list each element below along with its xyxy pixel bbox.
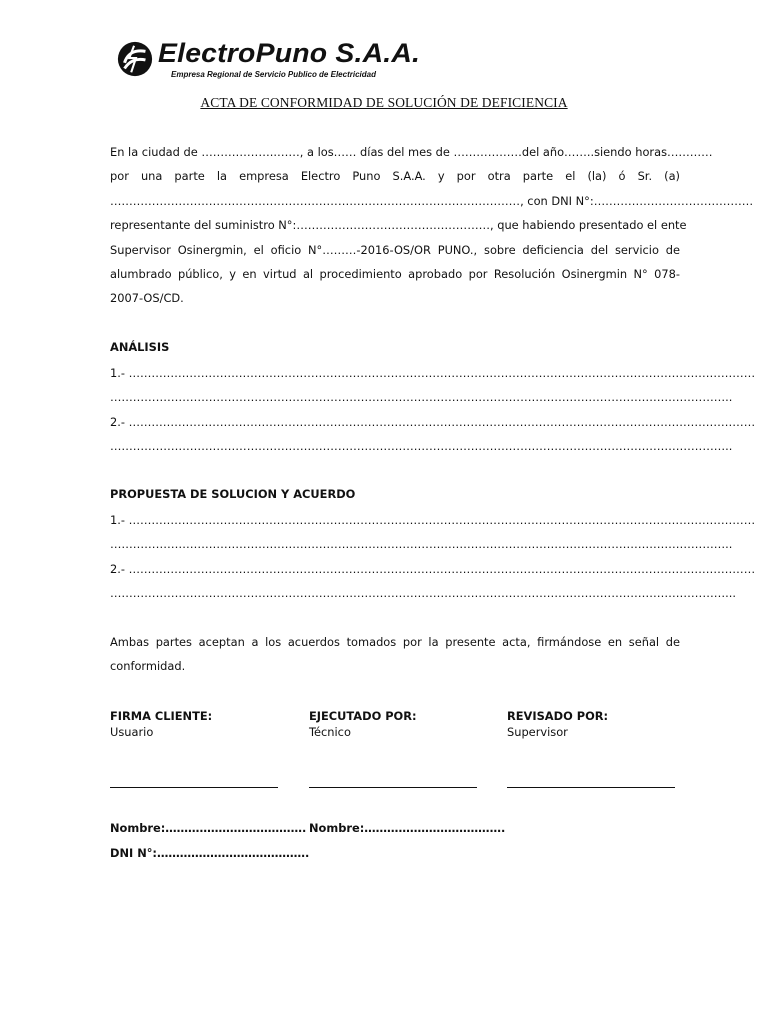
- proposal-line: ………………………………………………………………………………………………………………………………………………..: [110, 537, 733, 552]
- signature-line-ejecutado: [309, 787, 477, 788]
- intro-line: Supervisor Osinergmin, el oficio N°………-2016-OS/OR PUNO., sobre deficiencia del servicio de: [110, 242, 680, 257]
- company-logo: [116, 38, 421, 84]
- nombre-tecnico-field: Nombre:……………………………….: [309, 821, 506, 835]
- analysis-title: ANÁLISIS: [110, 340, 170, 354]
- nombre-cliente-field: Nombre:……………………………….: [110, 821, 307, 835]
- proposal-line: 2.- …………………………………………………………………………………………………………………………………………………: [110, 561, 756, 576]
- signature-line-revisado: [507, 787, 675, 788]
- signature-line-cliente: [110, 787, 278, 788]
- analysis-line: ………………………………………………………………………………………………………………………………………………..: [110, 439, 733, 454]
- intro-line: En la ciudad de ………………..……, a los…… días del mes de ………………del año……..siendo horas…………: [110, 145, 713, 159]
- closing-paragraph: [110, 630, 680, 679]
- closing-line: Ambas partes aceptan a los acuerdos tomados por la presente acta, firmándose en señal de: [110, 635, 680, 649]
- analysis-line: 2.- …………………………………………………………………………………………………………………………………………………: [110, 414, 756, 429]
- electropuno-logo-icon: [116, 40, 154, 78]
- proposal-line: ………………………………………………………………………………………………………………………………………………...: [110, 586, 736, 601]
- signature-block-ejecutado: [309, 708, 417, 740]
- intro-line: 2007-OS/CD.: [110, 291, 184, 306]
- intro-line: ………………………………………………………………………………………………, con DNI N°:……………………………………: [110, 193, 754, 208]
- signature-block-revisado: [507, 708, 608, 740]
- logo-company-subtitle: Empresa Regional de Servicio Publico de Electricidad: [171, 70, 376, 79]
- closing-line: conformidad.: [110, 659, 186, 674]
- intro-line: representante del suministro N°:……………………………………………, que habiendo presentado el ente: [110, 218, 687, 233]
- signature-role: Técnico: [309, 725, 351, 739]
- analysis-lines: [110, 361, 756, 459]
- analysis-line: ………………………………………………………………………………………………………………………………………………..: [110, 390, 733, 405]
- signature-heading: EJECUTADO POR:: [309, 709, 417, 723]
- signature-role: Usuario: [110, 725, 154, 739]
- proposal-lines: [110, 508, 756, 606]
- intro-paragraph: [110, 140, 754, 311]
- signature-heading: REVISADO POR:: [507, 709, 609, 723]
- intro-line: alumbrado público, y en virtud al procedimiento aprobado por Resolución Osinergmin N° 078-: [110, 267, 680, 282]
- document-title: ACTA DE CONFORMIDAD DE SOLUCIÓN DE DEFICIENCIA: [200, 95, 568, 110]
- logo-company-name: ElectroPuno S.A.A.: [158, 38, 421, 68]
- dni-cliente-field: DNI N°:………………………………….: [110, 846, 310, 860]
- signature-role: Supervisor: [507, 725, 568, 739]
- analysis-line: 1.- …………………………………………………………………………………………………………………………………………………: [110, 366, 756, 380]
- signature-block-cliente: [110, 708, 212, 740]
- proposal-line: 1.- …………………………………………………………………………………………………………………………………………………: [110, 513, 756, 527]
- intro-line: por una parte la empresa Electro Puno S.A.A. y por otra parte el (la) ó Sr. (a): [110, 169, 680, 184]
- signature-heading: FIRMA CLIENTE:: [110, 709, 213, 723]
- proposal-title: PROPUESTA DE SOLUCION Y ACUERDO: [110, 487, 356, 501]
